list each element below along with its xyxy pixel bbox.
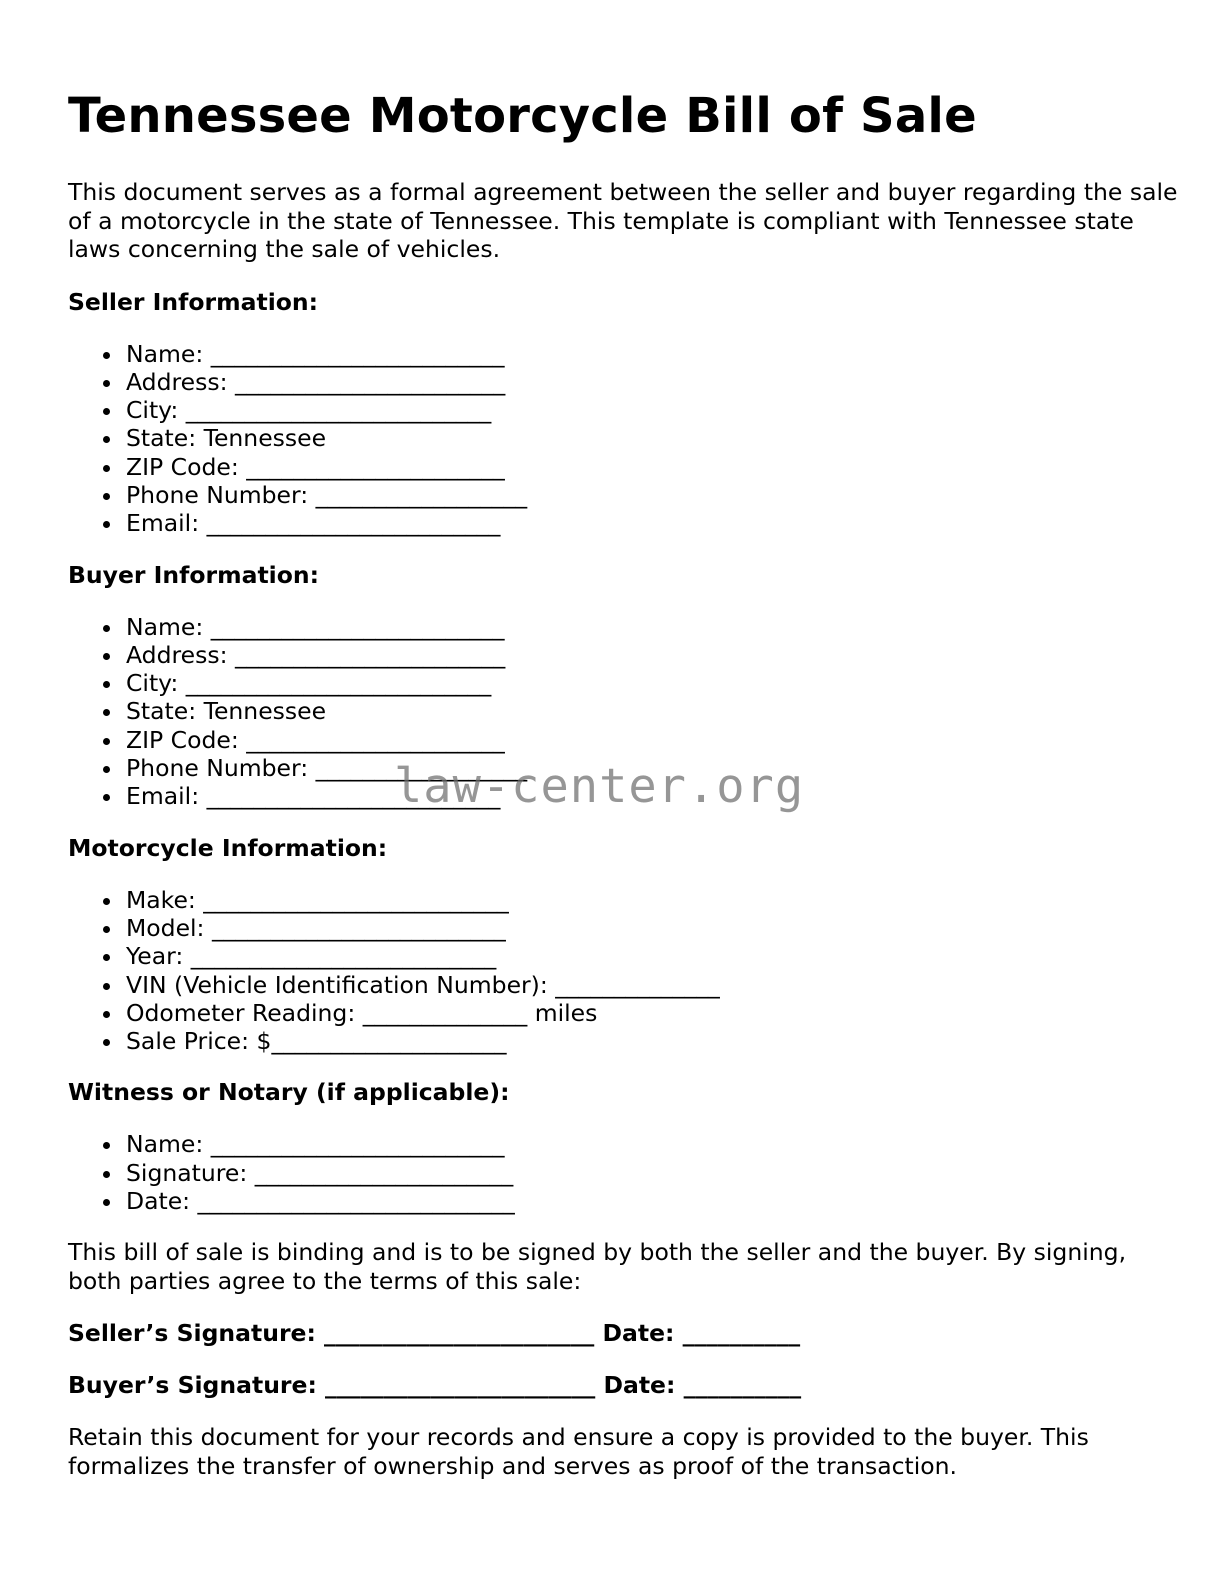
buyer-address-field: Address: _______________________ — [126, 641, 1178, 669]
buyer-zip-field: ZIP Code: ______________________ — [126, 726, 1178, 754]
witness-date-field: Date: ___________________________ — [126, 1187, 1178, 1215]
watermark: law-center.org — [394, 759, 805, 814]
motorcycle-make-field: Make: __________________________ — [126, 886, 1178, 914]
motorcycle-vin-field: VIN (Vehicle Identification Number): ______________ — [126, 971, 1178, 999]
seller-name-field: Name: _________________________ — [126, 340, 1178, 368]
buyer-state-field: State: Tennessee — [126, 697, 1178, 725]
retain-paragraph: Retain this document for your records and ensure a copy is provided to the buyer. This formalizes the transfer of ownership and serves as proof of the transaction. — [68, 1423, 1089, 1480]
witness-signature-field: Signature: ______________________ — [126, 1159, 1178, 1187]
document-page — [68, 88, 1178, 1480]
motorcycle-year-field: Year: __________________________ — [126, 942, 1178, 970]
motorcycle-section-heading: Motorcycle Information: — [68, 833, 388, 862]
seller-field-list — [68, 340, 1178, 538]
buyer-section-heading: Buyer Information: — [68, 560, 320, 589]
seller-zip-field: ZIP Code: ______________________ — [126, 453, 1178, 481]
closing-paragraph: This bill of sale is binding and is to be signed by both the seller and the buyer. By signing, both parties agree to the terms of this sale: — [68, 1238, 1127, 1295]
motorcycle-price-field: Sale Price: $____________________ — [126, 1027, 1178, 1055]
witness-name-field: Name: _________________________ — [126, 1130, 1178, 1158]
intro-paragraph: This document serves as a formal agreement between the seller and buyer regarding the sale of a motorcycle in the state of Tennessee. This template is compliant with Tennessee state laws concerning the sale of vehicles. — [68, 178, 1178, 263]
buyer-city-field: City: __________________________ — [126, 669, 1178, 697]
seller-phone-field: Phone Number: __________________ — [126, 481, 1178, 509]
buyer-phone-field: Phone Number: __________________ — [126, 754, 1178, 782]
seller-state-field: State: Tennessee — [126, 424, 1178, 452]
motorcycle-field-list — [68, 886, 1178, 1056]
seller-city-field: City: __________________________ — [126, 396, 1178, 424]
seller-address-field: Address: _______________________ — [126, 368, 1178, 396]
buyer-signature-line: Buyer’s Signature: _______________________ Date: __________ — [68, 1371, 802, 1400]
motorcycle-model-field: Model: _________________________ — [126, 914, 1178, 942]
buyer-email-field: Email: _________________________ — [126, 782, 1178, 810]
buyer-name-field: Name: _________________________ — [126, 613, 1178, 641]
witness-section-heading: Witness or Notary (if applicable): — [68, 1078, 510, 1107]
seller-signature-line: Seller’s Signature: _______________________ Date: __________ — [68, 1319, 801, 1348]
seller-section-heading: Seller Information: — [68, 287, 319, 316]
seller-email-field: Email: _________________________ — [126, 509, 1178, 537]
buyer-field-list — [68, 613, 1178, 811]
witness-field-list — [68, 1130, 1178, 1215]
document-title: Tennessee Motorcycle Bill of Sale — [68, 88, 977, 144]
motorcycle-odometer-field: Odometer Reading: ______________ miles — [126, 999, 1178, 1027]
